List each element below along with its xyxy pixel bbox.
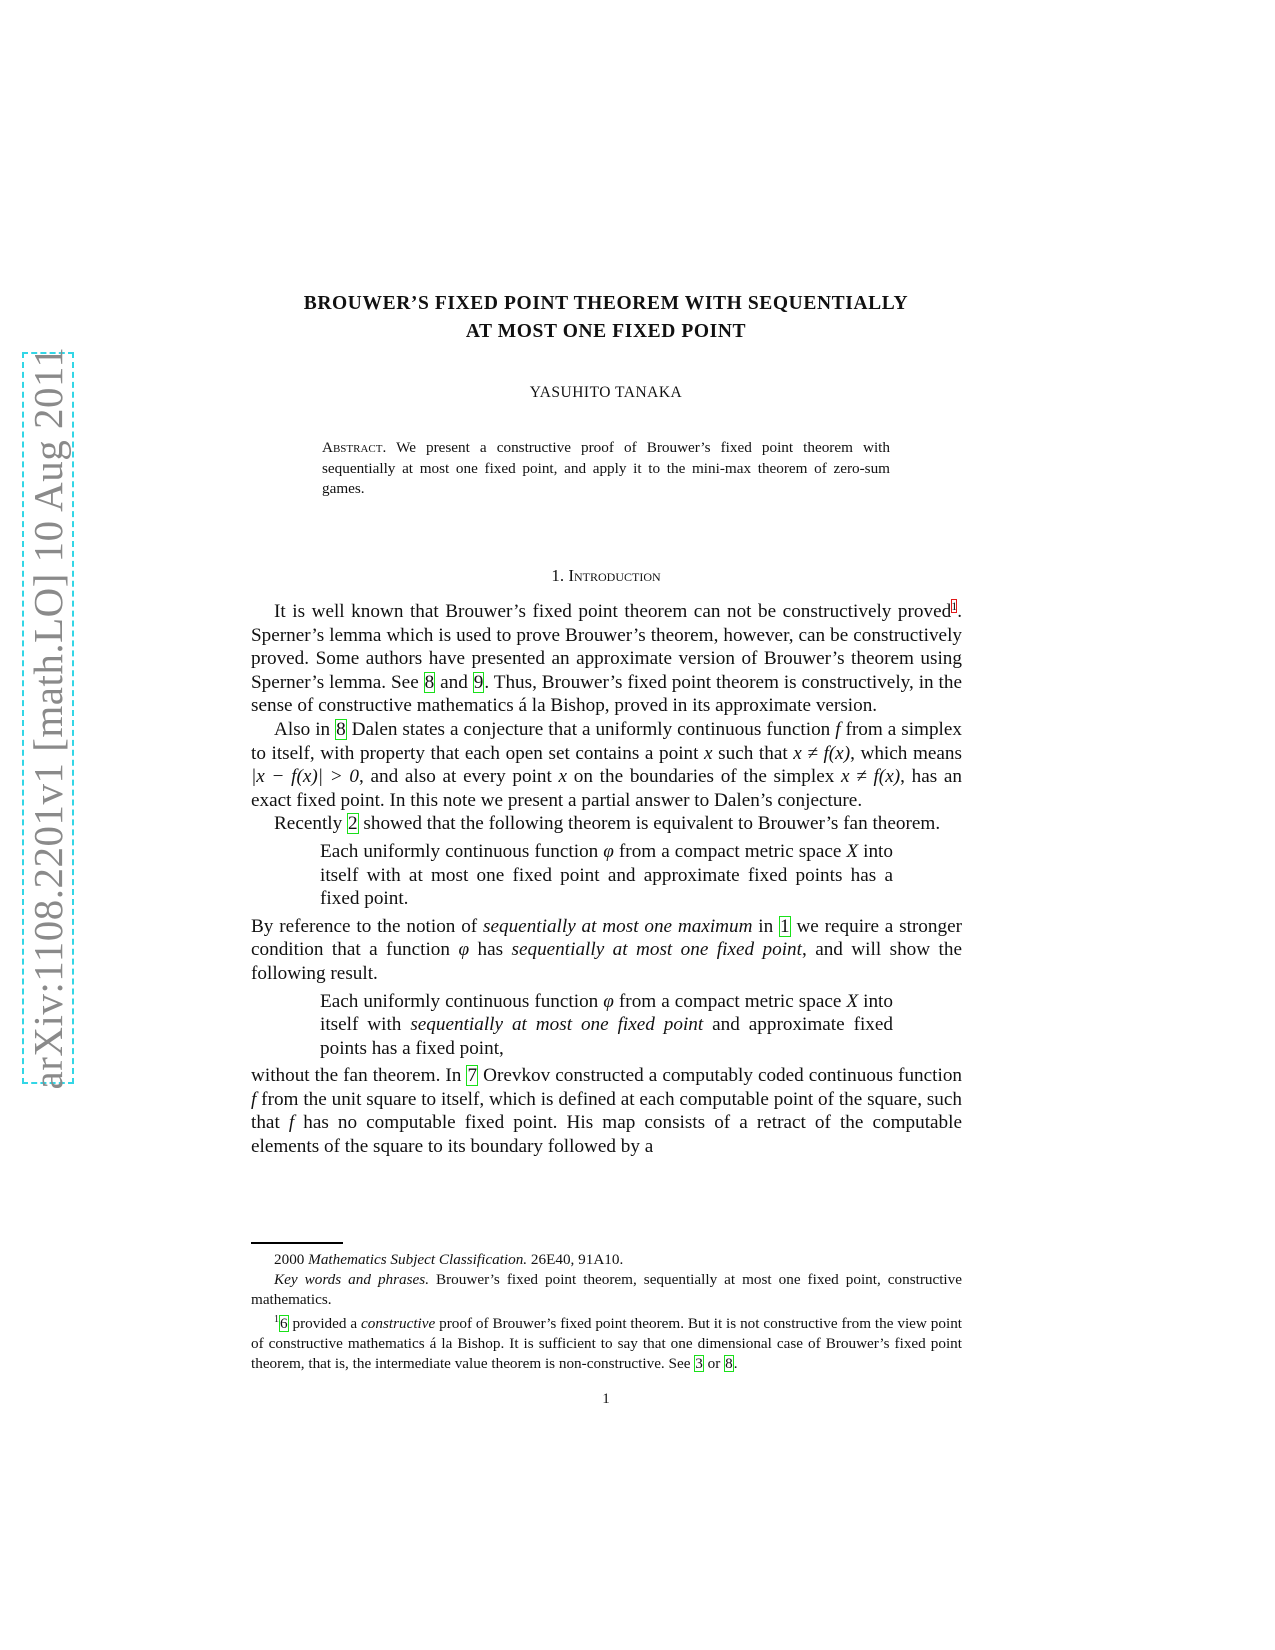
text-span: Orevkov constructed a computably coded continuous function bbox=[478, 1065, 963, 1087]
section-number: 1. bbox=[551, 566, 565, 585]
text-span: and bbox=[435, 671, 473, 693]
footnote bbox=[251, 1310, 962, 1374]
math-expression: f bbox=[251, 1088, 257, 1110]
theorem-quote bbox=[320, 840, 893, 911]
abstract-label: Abstract. bbox=[322, 439, 387, 456]
text-span: from a compact metric space bbox=[613, 990, 847, 1012]
text-span: It is well known that Brouwer’s fixed point theorem can not be constructively proved bbox=[274, 601, 952, 622]
text-span: constructive bbox=[361, 1315, 436, 1333]
text-span: . Sperner’s lemma which is used to prove Brouwer’s theorem, however, can be constructively proved. Some authors have presented an approximate version of Brouwer’s theorem using Sperner’s lemma. See bbox=[251, 601, 962, 693]
paper-title bbox=[240, 290, 972, 346]
text-span: sequentially at most one fixed point bbox=[410, 1014, 704, 1036]
citation-link[interactable]: 8 bbox=[725, 1355, 733, 1373]
citation-link[interactable]: 6 bbox=[280, 1315, 288, 1333]
text-span: Mathematics Subject Classification. bbox=[308, 1251, 528, 1268]
math-expression: φ bbox=[603, 840, 614, 862]
page-number: 1 bbox=[602, 1391, 610, 1407]
paragraph bbox=[251, 600, 962, 718]
arxiv-identifier: arXiv:1108.2201v1 [math.LO] 10 Aug 2011 bbox=[25, 346, 71, 1090]
text-span: and approximate fixed points has a fixed point, bbox=[320, 1014, 893, 1059]
section-title: Introduction bbox=[568, 566, 661, 585]
text-span: 2000 bbox=[274, 1251, 309, 1268]
text-span: into itself with at most one fixed point and approximate fixed points has a fixed point. bbox=[320, 840, 893, 910]
text-span: Recently bbox=[274, 813, 347, 835]
title-line: AT MOST ONE FIXED POINT bbox=[465, 321, 747, 342]
citation-link[interactable]: 1 bbox=[780, 915, 790, 937]
text-span: Each uniformly continuous function bbox=[320, 840, 604, 862]
paragraph bbox=[251, 1064, 962, 1158]
math-expression: f bbox=[288, 1112, 295, 1134]
text-span: we require a stronger condition that a function bbox=[251, 915, 962, 961]
text-span: Dalen states a conjecture that a uniformly continuous function bbox=[346, 718, 836, 740]
math-expression: f bbox=[835, 718, 841, 740]
author: YASUHITO TANAKA bbox=[529, 384, 683, 401]
abstract bbox=[322, 438, 890, 500]
text-span: , which means bbox=[850, 742, 962, 764]
text-span: Also in bbox=[274, 718, 336, 740]
citation-link[interactable]: 8 bbox=[424, 671, 435, 693]
citation-link[interactable]: 3 bbox=[695, 1355, 703, 1373]
arxiv-identifier-stamp[interactable] bbox=[22, 346, 74, 1090]
text-span: or bbox=[703, 1355, 725, 1373]
text-span: sequentially at most one fixed point bbox=[511, 939, 802, 961]
math-expression: x ≠ f(x) bbox=[841, 766, 901, 788]
section-heading bbox=[240, 566, 972, 586]
text-span: , and also at every point bbox=[359, 766, 559, 788]
text-span: By reference to the notion of bbox=[251, 915, 484, 937]
text-span: Brouwer’s fixed point theorem, sequentially at most one fixed point, constructive mathematics. bbox=[251, 1271, 962, 1308]
text-span: from a simplex to itself, with property that each open set contains a point bbox=[251, 718, 962, 764]
text-span: . Thus, Brouwer’s fixed point theorem is constructively, in the sense of constructive mathematics á la Bishop, proved in its approximate version. bbox=[251, 671, 962, 717]
citation-link[interactable]: 8 bbox=[336, 718, 346, 740]
text-span: showed that the following theorem is equivalent to Brouwer’s fan theorem. bbox=[358, 813, 941, 835]
abstract-text: We present a constructive proof of Brouwer’s fixed point theorem with sequentially at most one fixed point, and apply it to the mini-max theorem of zero-sum games. bbox=[322, 439, 890, 497]
footnote bbox=[251, 1250, 962, 1270]
paragraph bbox=[251, 915, 962, 986]
paragraph bbox=[251, 812, 962, 836]
text-span: without the fan theorem. In bbox=[251, 1065, 467, 1087]
text-span: into itself with bbox=[320, 990, 893, 1036]
text-span: . bbox=[733, 1355, 738, 1373]
footnote bbox=[251, 1270, 962, 1310]
math-expression: φ bbox=[458, 939, 470, 961]
text-span: 26E40, 91A10. bbox=[527, 1251, 624, 1268]
math-expression: X bbox=[846, 840, 859, 862]
text-span: , has an exact fixed point. In this note we present a partial answer to Dalen’s conjecture. bbox=[251, 766, 963, 811]
text-span: provided a bbox=[288, 1315, 362, 1333]
math-expression: X bbox=[846, 990, 859, 1012]
footnote-marker: 1 bbox=[274, 1314, 279, 1325]
text-span: in bbox=[752, 915, 780, 937]
text-span: has bbox=[469, 939, 512, 961]
text-span: Key words and phrases. bbox=[274, 1271, 429, 1288]
text-span: sequentially at most one maximum bbox=[483, 915, 753, 937]
text-span: on the boundaries of the simplex bbox=[567, 766, 842, 788]
text-span: from the unit square to itself, which is defined at each computable point of the square, such that bbox=[251, 1088, 962, 1134]
paragraph bbox=[251, 718, 962, 812]
math-expression: φ bbox=[603, 990, 614, 1012]
citation-link[interactable]: 9 bbox=[473, 671, 484, 693]
text-span: proof of Brouwer’s fixed point theorem. But it is not constructive from the view point of constructive mathematics á la Bishop. It is sufficient to say that one dimensional case of Brouwer’s fixed point theorem, that is, the intermediate value theorem is non-constructive. See bbox=[251, 1315, 963, 1373]
math-expression: x bbox=[704, 742, 713, 764]
math-expression: x ≠ f(x) bbox=[793, 742, 851, 764]
text-span: such that bbox=[712, 742, 794, 764]
citation-link[interactable]: 7 bbox=[467, 1065, 478, 1087]
title-line: BROUWER’S FIXED POINT THEOREM WITH SEQUENTIALLY bbox=[303, 293, 909, 314]
citation-link[interactable]: 2 bbox=[348, 813, 358, 835]
footnote-link[interactable]: 1 bbox=[951, 598, 958, 613]
body-text bbox=[251, 600, 962, 1159]
math-expression: |x − f(x)| > 0 bbox=[251, 766, 359, 788]
footnotes bbox=[251, 1250, 962, 1374]
text-span: Each uniformly continuous function bbox=[320, 990, 604, 1012]
text-span: has no computable fixed point. His map consists of a retract of the computable elements of the square to its boundary followed by a bbox=[251, 1112, 962, 1158]
text-span: from a compact metric space bbox=[613, 840, 847, 862]
theorem-quote bbox=[320, 990, 893, 1061]
text-span: , and will show the following result. bbox=[251, 939, 962, 984]
footnote-rule bbox=[251, 1242, 343, 1244]
math-expression: x bbox=[558, 766, 568, 788]
